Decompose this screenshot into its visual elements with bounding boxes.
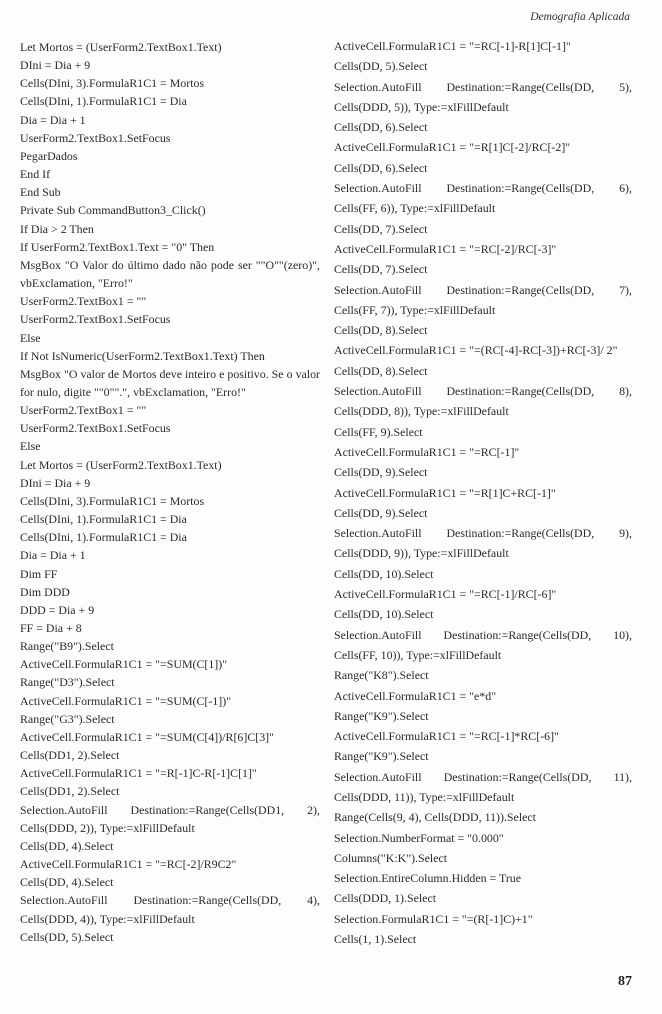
- code-line: ActiveCell.FormulaR1C1 = "=RC[-1]*RC[-6]": [334, 729, 559, 744]
- code-line: End Sub: [20, 185, 61, 200]
- code-line: Else: [20, 439, 41, 454]
- code-line: FF = Dia + 8: [20, 621, 82, 635]
- code-line: Selection.FormulaR1C1 = "=(R[-1]C)+1": [334, 911, 533, 926]
- code-line: Selection.AutoFill Destination:=Range(Cells(DD, 4), Cells(DDD, 4)), Type:=xlFillDefault: [20, 893, 320, 926]
- code-line: Cells(DD, 6).Select: [334, 160, 428, 175]
- code-line: Cells(DD, 10).Select: [334, 607, 434, 622]
- code-line: UserForm2.TextBox1.SetFocus: [20, 421, 171, 436]
- code-line: ActiveCell.FormulaR1C1 = "=(RC[-4]-RC[-3])+RC[-3]/ 2": [334, 343, 618, 358]
- code-line: ActiveCell.FormulaR1C1 = "=RC[-1]": [334, 444, 520, 459]
- code-line: MsgBox "O Valor do último dado não pode ser ""O""(zero)", vbExclamation, "Erro!": [20, 257, 320, 291]
- code-line: Selection.AutoFill Destination:=Range(Cells(DD, 5), Cells(DDD, 5)), Type:=xlFillDefault: [334, 79, 632, 114]
- code-line: Selection.AutoFill Destination:=Range(Cells(DD, 10), Cells(FF, 10)), Type:=xlFillDefault: [334, 627, 632, 662]
- code-line: Range("K9").Select: [334, 749, 429, 764]
- code-line: UserForm2.TextBox1 = "": [20, 294, 147, 309]
- code-line: Selection.EntireColumn.Hidden = True: [334, 871, 522, 886]
- code-line: Cells(DD, 8).Select: [334, 363, 428, 378]
- code-line: Dim FF: [20, 566, 58, 581]
- code-line: Else: [20, 330, 41, 345]
- code-line: Cells(DD, 7).Select: [334, 262, 428, 277]
- code-line: ActiveCell.FormulaR1C1 = "=R[1]C[-2]/RC[-2]": [334, 140, 571, 155]
- code-line: ActiveCell.FormulaR1C1 = "=RC[-2]/RC[-3]": [334, 241, 557, 256]
- code-line: Range("G3").Select: [20, 711, 115, 726]
- code-line: ActiveCell.FormulaR1C1 = "e*d": [334, 688, 497, 703]
- code-line: Cells(DD, 10).Select: [334, 566, 434, 581]
- code-line: Cells(DD, 5).Select: [334, 59, 428, 74]
- code-line: Cells(DD, 4).Select: [20, 875, 114, 890]
- code-line: Cells(DD, 5).Select: [20, 929, 114, 944]
- code-line: ActiveCell.FormulaR1C1 = "=SUM(C[4])/R[6]C[3]": [20, 729, 274, 744]
- code-line: Cells(DD, 9).Select: [334, 505, 428, 520]
- code-line: Cells(DD1, 2).Select: [20, 784, 120, 799]
- right-code-column: [334, 36, 632, 949]
- code-line: UserForm2.TextBox1 = "": [20, 403, 147, 418]
- code-line: Range("K8").Select: [334, 668, 429, 683]
- code-line: Range("K9").Select: [334, 708, 429, 723]
- code-line: ActiveCell.FormulaR1C1 = "=RC[-1]/RC[-6]": [334, 587, 557, 602]
- code-line: Selection.AutoFill Destination:=Range(Cells(DD, 9), Cells(DDD, 9)), Type:=xlFillDefault: [334, 526, 632, 561]
- code-line: ActiveCell.FormulaR1C1 = "=RC[-1]-R[1]C[-1]": [334, 39, 571, 53]
- running-header: Demografia Aplicada: [530, 11, 630, 23]
- code-line: End If: [20, 167, 51, 182]
- code-line: Selection.AutoFill Destination:=Range(Cells(DD, 7), Cells(FF, 7)), Type:=xlFillDefault: [334, 282, 632, 317]
- code-line: Cells(FF, 9).Select: [334, 424, 423, 439]
- code-line: Dim DDD: [20, 584, 70, 599]
- code-line: Selection.AutoFill Destination:=Range(Cells(DD1, 2), Cells(DDD, 2)), Type:=xlFillDefault: [20, 802, 320, 835]
- code-line: Private Sub CommandButton3_Click(): [20, 203, 206, 218]
- code-line: UserForm2.TextBox1.SetFocus: [20, 312, 171, 327]
- code-line: Selection.AutoFill Destination:=Range(Cells(DD, 8), Cells(DDD, 8)), Type:=xlFillDefault: [334, 384, 632, 419]
- code-line: Cells(DD1, 2).Select: [20, 748, 120, 763]
- code-line: Cells(DD, 8).Select: [334, 323, 428, 338]
- code-line: Cells(DIni, 1).FormulaR1C1 = Dia: [20, 94, 187, 109]
- code-line: Cells(DIni, 1).FormulaR1C1 = Dia: [20, 530, 187, 545]
- code-line: DIni = Dia + 9: [20, 475, 91, 490]
- code-line: Dia = Dia + 1: [20, 548, 86, 563]
- code-line: Cells(1, 1).Select: [334, 932, 417, 947]
- code-line: ActiveCell.FormulaR1C1 = "=RC[-2]/R9C2": [20, 857, 237, 872]
- code-line: Cells(DD, 6).Select: [334, 120, 428, 135]
- code-line: Selection.AutoFill Destination:=Range(Cells(DD, 6), Cells(FF, 6)), Type:=xlFillDefault: [334, 181, 632, 216]
- code-line: If Not IsNumeric(UserForm2.TextBox1.Text) Then: [20, 348, 265, 363]
- code-line: Range("D3").Select: [20, 675, 115, 690]
- code-line: ActiveCell.FormulaR1C1 = "=SUM(C[-1])": [20, 693, 232, 708]
- code-line: Range("B9").Select: [20, 639, 114, 654]
- code-line: Let Mortos = (UserForm2.TextBox1.Text): [20, 457, 222, 472]
- code-line: UserForm2.TextBox1.SetFocus: [20, 130, 171, 145]
- code-line: MsgBox "O valor de Mortos deve inteiro e positivo. Se o valor for nulo, digite ""0"".", vbExclamation, "Erro!": [20, 366, 320, 399]
- page-number: 87: [618, 974, 632, 989]
- code-line: Cells(DIni, 3).FormulaR1C1 = Mortos: [20, 493, 205, 508]
- left-code-column: [20, 38, 320, 946]
- code-line: If UserForm2.TextBox1.Text = "0" Then: [20, 239, 215, 254]
- code-line: DDD = Dia + 9: [20, 602, 95, 617]
- code-line: Range(Cells(9, 4), Cells(DDD, 11)).Select: [334, 810, 536, 825]
- code-line: Dia = Dia + 1: [20, 112, 86, 127]
- code-line: PegarDados: [20, 148, 78, 163]
- code-line: Cells(DIni, 3).FormulaR1C1 = Mortos: [20, 76, 205, 91]
- code-line: DIni = Dia + 9: [20, 58, 91, 73]
- code-line: ActiveCell.FormulaR1C1 = "=R[1]C+RC[-1]": [334, 485, 556, 500]
- code-line: If Dia > 2 Then: [20, 221, 94, 236]
- code-line: Selection.NumberFormat = "0.000": [334, 830, 504, 845]
- code-line: Columns("K:K").Select: [334, 850, 448, 865]
- code-line: ActiveCell.FormulaR1C1 = "=SUM(C[1])": [20, 657, 228, 672]
- code-line: Cells(DD, 4).Select: [20, 838, 114, 853]
- code-line: Let Mortos = (UserForm2.TextBox1.Text): [20, 40, 222, 54]
- code-line: Cells(DD, 7).Select: [334, 221, 428, 236]
- code-line: Selection.AutoFill Destination:=Range(Cells(DD, 11), Cells(DDD, 11)), Type:=xlFillDefault: [334, 769, 632, 804]
- code-line: Cells(DIni, 1).FormulaR1C1 = Dia: [20, 512, 187, 527]
- code-line: Cells(DD, 9).Select: [334, 465, 428, 480]
- code-line: ActiveCell.FormulaR1C1 = "=R[-1]C-R[-1]C[1]": [20, 766, 257, 781]
- code-line: Cells(DDD, 1).Select: [334, 891, 437, 906]
